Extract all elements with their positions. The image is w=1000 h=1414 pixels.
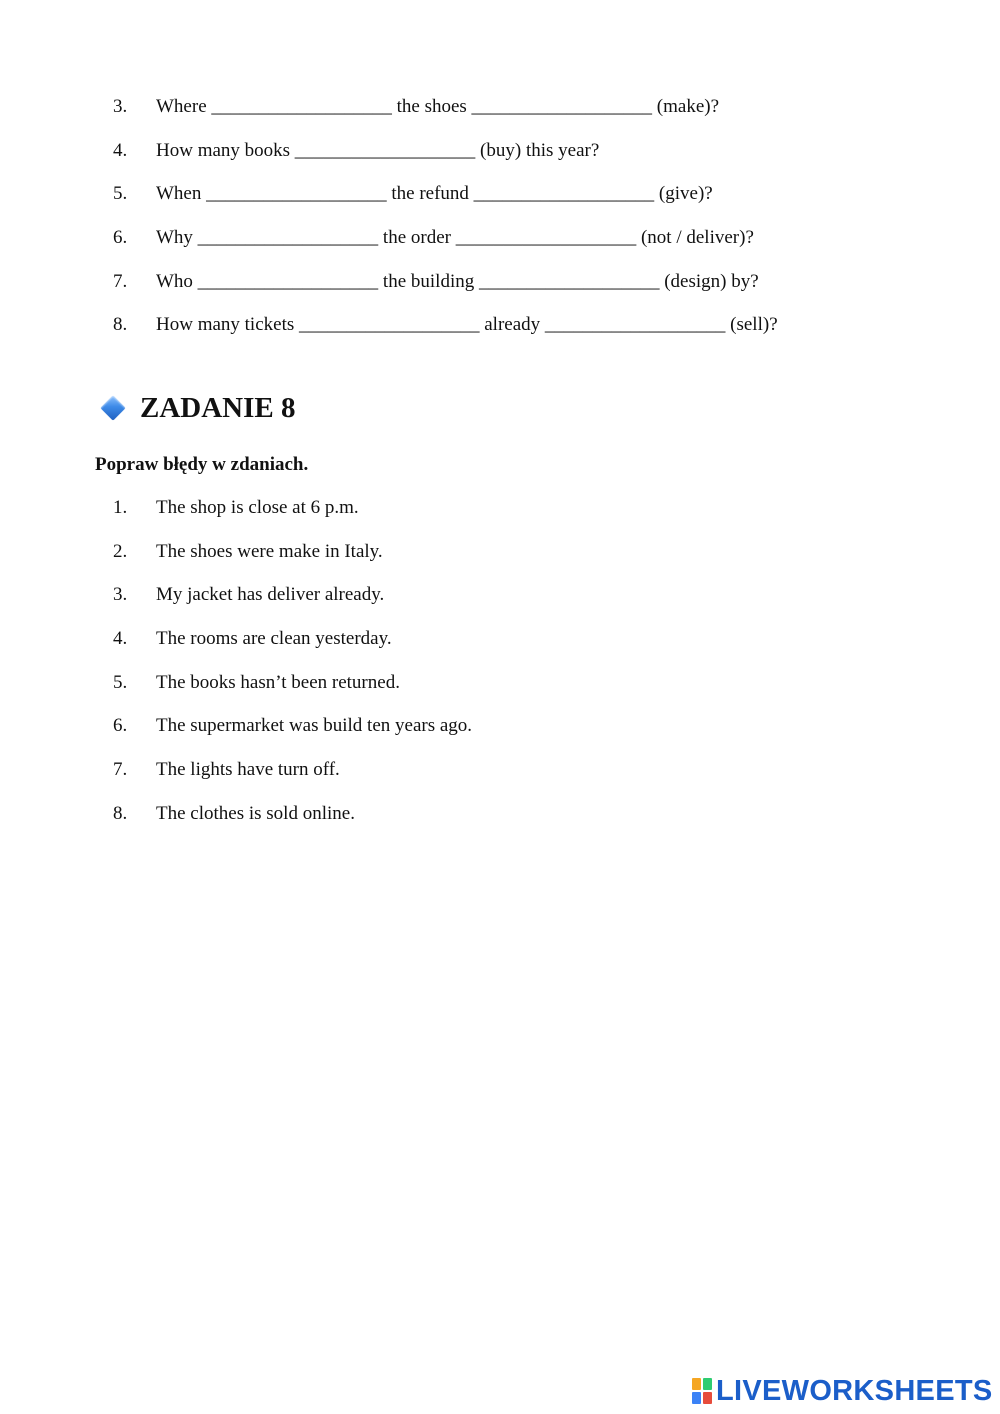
item-text: How many tickets ___________________ already ___________________ (sell)? <box>156 314 778 336</box>
item-number: 3. <box>113 584 128 606</box>
section-heading <box>100 388 296 428</box>
item-number: 4. <box>113 628 128 650</box>
item-number: 8. <box>113 802 128 824</box>
item-number: 7. <box>113 270 128 292</box>
exercise-instruction: Popraw błędy w zdaniach. <box>95 454 309 475</box>
item-text: How many books ___________________ (buy) this year? <box>156 139 600 161</box>
item-number: 1. <box>113 497 128 518</box>
item-text: The shop is close at 6 p.m. <box>156 497 359 518</box>
item-number: 5. <box>113 183 128 205</box>
item-text: The lights have turn off. <box>156 759 340 781</box>
item-number: 2. <box>113 540 128 562</box>
item-text: The clothes is sold online. <box>156 802 355 824</box>
item-number: 6. <box>113 227 128 249</box>
item-text: The shoes were make in Italy. <box>156 540 383 562</box>
item-text: The books hasn’t been returned. <box>156 671 400 693</box>
blue-diamond-icon <box>100 395 126 421</box>
item-text: When ___________________ the refund ___________________ (give)? <box>156 183 713 205</box>
item-number: 8. <box>113 314 128 336</box>
section-title: ZADANIE 8 <box>140 391 296 424</box>
item-text: My jacket has deliver already. <box>156 584 385 606</box>
item-number: 6. <box>113 715 128 737</box>
item-text: Who ___________________ the building ___________________ (design) by? <box>156 270 759 292</box>
item-text: Why ___________________ the order ___________________ (not / deliver)? <box>156 227 754 249</box>
item-number: 4. <box>113 139 128 161</box>
item-text: Where ___________________ the shoes ___________________ (make)? <box>156 96 720 117</box>
brand-wordmark: LIVEWORKSHEETS <box>716 1374 993 1407</box>
liveworksheets-logo <box>692 1374 993 1408</box>
item-text: The supermarket was build ten years ago. <box>156 715 473 737</box>
item-number: 5. <box>113 671 128 693</box>
item-number: 3. <box>113 96 128 117</box>
liveworksheets-logo-icon <box>692 1378 712 1404</box>
item-text: The rooms are clean yesterday. <box>156 628 392 650</box>
item-number: 7. <box>113 759 128 781</box>
